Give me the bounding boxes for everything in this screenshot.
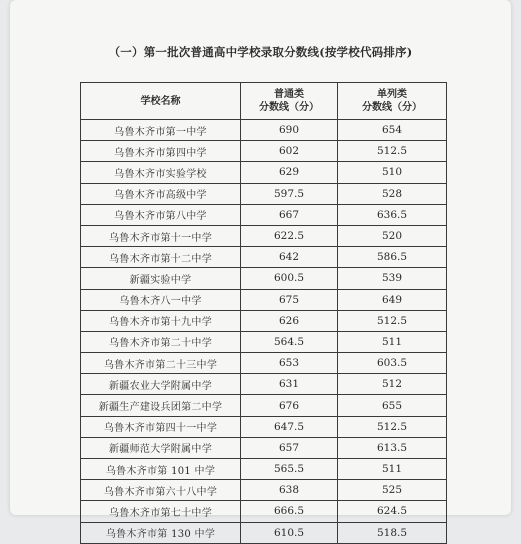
general-score-cell: 642: [241, 247, 338, 268]
general-score-cell: 657: [241, 437, 338, 458]
single-score-cell: 510: [338, 162, 447, 183]
school-name-cell: 乌鲁木齐市实验学校: [81, 162, 241, 183]
table-row: [81, 501, 447, 522]
table-row: [81, 247, 447, 268]
single-score-cell: 613.5: [338, 437, 447, 458]
school-name-cell: 乌鲁木齐市第 130 中学: [81, 522, 241, 543]
school-name-cell: 乌鲁木齐市第七十中学: [81, 501, 241, 522]
table-row: [81, 416, 447, 437]
header-single-line1: 单列类: [377, 89, 407, 100]
single-score-cell: 520: [338, 225, 447, 246]
single-score-cell: 655: [338, 395, 447, 416]
school-name-cell: 乌鲁木齐市第十一中学: [81, 225, 241, 246]
school-name-cell: 乌鲁木齐市第十二中学: [81, 247, 241, 268]
table-row: [81, 310, 447, 331]
school-name-cell: 乌鲁木齐市第 101 中学: [81, 459, 241, 480]
general-score-cell: 565.5: [241, 459, 338, 480]
general-score-cell: 564.5: [241, 331, 338, 352]
school-name-cell: 乌鲁木齐市第四中学: [81, 141, 241, 162]
table-row: [81, 141, 447, 162]
table-row: [81, 162, 447, 183]
single-score-cell: 511: [338, 459, 447, 480]
general-score-cell: 690: [241, 120, 338, 141]
school-name-cell: 新疆实验中学: [81, 268, 241, 289]
single-score-cell: 512.5: [338, 416, 447, 437]
header-general-line1: 普通类: [274, 89, 304, 100]
school-name-cell: 乌鲁木齐市第二十三中学: [81, 353, 241, 374]
document-title: （一）第一批次普通高中学校录取分数线(按学校代码排序): [108, 45, 413, 59]
table-row: [81, 522, 447, 543]
table-row: [81, 289, 447, 310]
general-score-cell: 597.5: [241, 183, 338, 204]
single-score-cell: 518.5: [338, 522, 447, 543]
school-name-cell: 新疆农业大学附属中学: [81, 374, 241, 395]
general-score-cell: 610.5: [241, 522, 338, 543]
general-score-cell: 631: [241, 374, 338, 395]
school-name-cell: 乌鲁木齐八一中学: [81, 289, 241, 310]
table-row: [81, 437, 447, 458]
admission-score-table: [80, 82, 447, 544]
general-score-cell: 647.5: [241, 416, 338, 437]
header-school-name: 学校名称: [81, 83, 241, 120]
single-score-cell: 539: [338, 268, 447, 289]
table-row: [81, 225, 447, 246]
general-score-cell: 629: [241, 162, 338, 183]
general-score-cell: 600.5: [241, 268, 338, 289]
table-row: [81, 120, 447, 141]
single-score-cell: 512.5: [338, 310, 447, 331]
single-score-cell: 636.5: [338, 204, 447, 225]
table-row: [81, 183, 447, 204]
table-row: [81, 459, 447, 480]
general-score-cell: 638: [241, 480, 338, 501]
single-score-cell: 511: [338, 331, 447, 352]
school-name-cell: 新疆师范大学附属中学: [81, 437, 241, 458]
school-name-cell: 乌鲁木齐市第八中学: [81, 204, 241, 225]
table-row: [81, 204, 447, 225]
school-name-cell: 乌鲁木齐市第二十中学: [81, 331, 241, 352]
table-row: [81, 268, 447, 289]
school-name-cell: 乌鲁木齐市高级中学: [81, 183, 241, 204]
header-single-line2: 分数线（分）: [362, 102, 422, 113]
table-row: [81, 331, 447, 352]
school-name-cell: 乌鲁木齐市第四十一中学: [81, 416, 241, 437]
single-score-cell: 649: [338, 289, 447, 310]
table-row: [81, 374, 447, 395]
header-general-score: [241, 83, 338, 120]
single-score-cell: 603.5: [338, 353, 447, 374]
general-score-cell: 626: [241, 310, 338, 331]
single-score-cell: 654: [338, 120, 447, 141]
general-score-cell: 666.5: [241, 501, 338, 522]
general-score-cell: 653: [241, 353, 338, 374]
general-score-cell: 602: [241, 141, 338, 162]
general-score-cell: 667: [241, 204, 338, 225]
single-score-cell: 525: [338, 480, 447, 501]
general-score-cell: 622.5: [241, 225, 338, 246]
school-name-cell: 乌鲁木齐市第一中学: [81, 120, 241, 141]
school-name-cell: 乌鲁木齐市第十九中学: [81, 310, 241, 331]
table-row: [81, 480, 447, 501]
single-score-cell: 512: [338, 374, 447, 395]
header-general-line2: 分数线（分）: [259, 102, 319, 113]
table-header-row: [81, 83, 447, 120]
header-single-score: [338, 83, 447, 120]
general-score-cell: 676: [241, 395, 338, 416]
single-score-cell: 586.5: [338, 247, 447, 268]
table-row: [81, 353, 447, 374]
school-name-cell: 乌鲁木齐市第六十八中学: [81, 480, 241, 501]
general-score-cell: 675: [241, 289, 338, 310]
single-score-cell: 528: [338, 183, 447, 204]
table-row: [81, 395, 447, 416]
school-name-cell: 新疆生产建设兵团第二中学: [81, 395, 241, 416]
single-score-cell: 512.5: [338, 141, 447, 162]
single-score-cell: 624.5: [338, 501, 447, 522]
